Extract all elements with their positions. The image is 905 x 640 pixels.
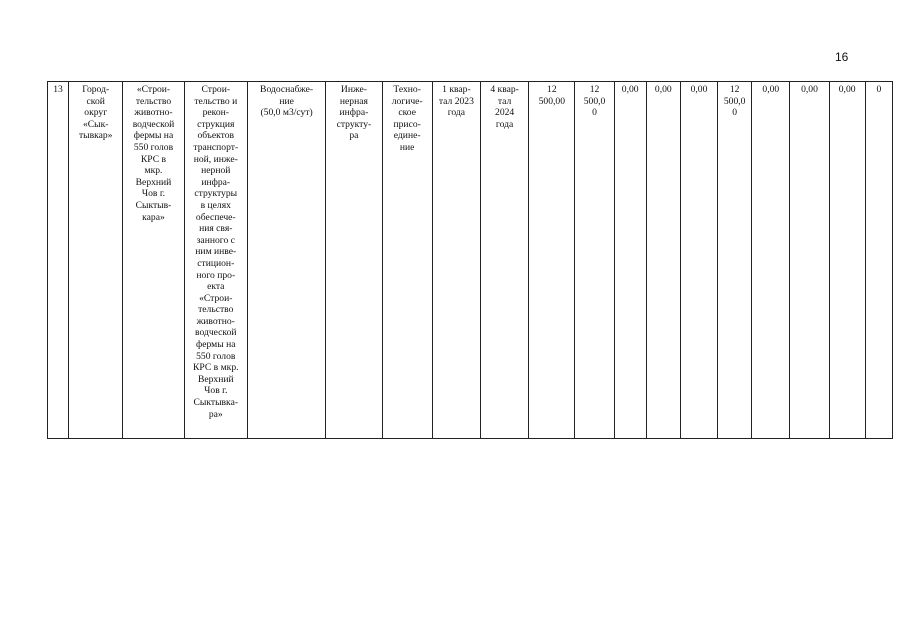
cell-text-line: 0,00 [621,84,639,95]
cell-text-line: КРС в мкр. [193,362,239,374]
cell-text-line: рекон- [202,107,229,119]
cell-text-line: животно- [196,315,235,327]
cell-text-line: присо- [393,118,421,130]
cell-text-line: 13 [53,84,63,95]
cell-text-line: ной, инже- [193,153,238,165]
end-period-cell [481,82,529,439]
cell-text-line: Город- [82,84,110,95]
amount-cell [529,82,575,439]
cell-text-line: животно- [134,107,173,119]
cell-text-line: транспорт- [193,141,239,153]
cell-text-line: структуры [194,188,238,200]
cell-text-line: кара» [142,211,165,223]
cell-text-line: 12 [729,84,740,95]
cell-text-line: ское [398,107,416,119]
cell-text-line: Чов г. [141,188,166,200]
cell-text-line: 0,00 [654,84,672,95]
cell-text-line: стицион- [197,257,235,269]
cell-text-line: «Сык- [82,118,109,130]
cell-text-line: Чов г. [204,385,228,397]
cell-text-line: 0,00 [801,84,818,95]
cell-text-line: 550 голов [133,141,174,153]
cell-text-line: 12 [589,84,600,95]
cell-text-line: занного с [196,234,235,246]
cell-text-line: ного про- [196,269,236,281]
cell-text-line: 0,00 [762,84,780,95]
cell-text-line: тельство [198,304,234,316]
cell-text-line: Строи- [201,84,231,95]
project-name-cell [123,82,184,439]
start-period-cell [432,82,480,439]
cell-text-line: ним инве- [195,246,237,258]
cell-text-line: 550 голов [196,350,236,362]
cell-text-line: тал [497,95,512,107]
cell-text-line: Техно- [393,84,421,95]
cell-text-line: 0,00 [838,84,856,95]
cell-text-line: ние [279,95,294,107]
amount-cell [752,82,790,439]
cell-text-line: логиче- [391,95,423,107]
cell-text-line: ние [399,141,415,153]
cell-text-line: «Строи- [136,84,171,95]
cell-text-line: объектов [197,130,235,142]
cell-text-line: инфра- [201,176,231,188]
investment-project-table [47,81,893,439]
amount-cell [646,82,680,439]
amount-cell [680,82,717,439]
cell-text-line: тывкар» [78,130,113,142]
amount-cell [865,82,892,439]
amount-cell [829,82,865,439]
cell-text-line: (50,0 м3/сут) [260,107,313,119]
cell-text-line: фермы на [133,130,174,142]
cell-text-line: нерной [201,165,231,177]
cell-text-line: 0 [592,107,597,119]
cell-text-line: в целях [200,199,231,211]
cell-text-line: тельство и [194,95,238,107]
cell-text-line: едине- [393,130,421,142]
cell-text-line: 12 [547,84,557,95]
cell-text-line: мкр. [144,165,163,177]
page-number: 16 [835,50,849,64]
cell-text-line: структу- [336,118,372,130]
amount-cell [575,82,614,439]
cell-text-line: Верхний [197,373,234,385]
cell-text-line: ния свя- [199,223,233,235]
cell-text-line: Инже- [340,84,367,95]
cell-text-line: обеспече- [195,211,236,223]
cell-text-line: тал 2023 [438,95,474,107]
cell-text-line: года [447,107,466,119]
table-row [48,82,893,439]
infrastructure-type-cell [326,82,382,439]
cell-text-line: екта [207,281,225,293]
cell-text-line: 4 квар- [490,84,519,95]
amount-cell [614,82,646,439]
cell-text-line: инфра- [339,107,369,119]
cell-text-line: 500,00 [538,95,566,107]
cell-text-line: 1 квар- [442,84,471,95]
amount-cell [718,82,752,439]
cell-text-line: тельство [135,95,172,107]
cell-text-line: года [495,118,514,130]
cell-text-line: «Строи- [199,292,233,304]
cell-text-line: КРС в [140,153,167,165]
cell-text-line: ра» [208,408,223,420]
cell-text-line: фермы на [196,339,236,351]
cell-text-line: округ [84,107,108,119]
cell-text-line: Сыктыв- [135,199,172,211]
connection-type-cell [382,82,432,439]
cell-text-line: водческой [132,118,175,130]
cell-text-line: 500,0 [583,95,606,107]
object-type-cell [247,82,325,439]
cell-text-line: водческой [194,327,237,339]
cell-text-line: 0 [876,84,882,95]
cell-text-line: 2024 [495,107,515,119]
cell-text-line: Водоснабже- [260,84,314,95]
cell-text-line: Верхний [135,176,172,188]
row-number-cell [48,82,69,439]
cell-text-line: струкция [197,118,235,130]
cell-text-line: Сыктывка- [193,397,239,409]
cell-text-line: 0 [732,107,738,119]
measure-description-cell [184,82,247,439]
cell-text-line: нерная [339,95,368,107]
cell-text-line: ра [349,130,359,142]
amount-cell [790,82,829,439]
cell-text-line: 500,0 [723,95,746,107]
cell-text-line: 0,00 [690,84,708,95]
municipality-cell [69,82,123,439]
cell-text-line: ской [86,95,105,107]
